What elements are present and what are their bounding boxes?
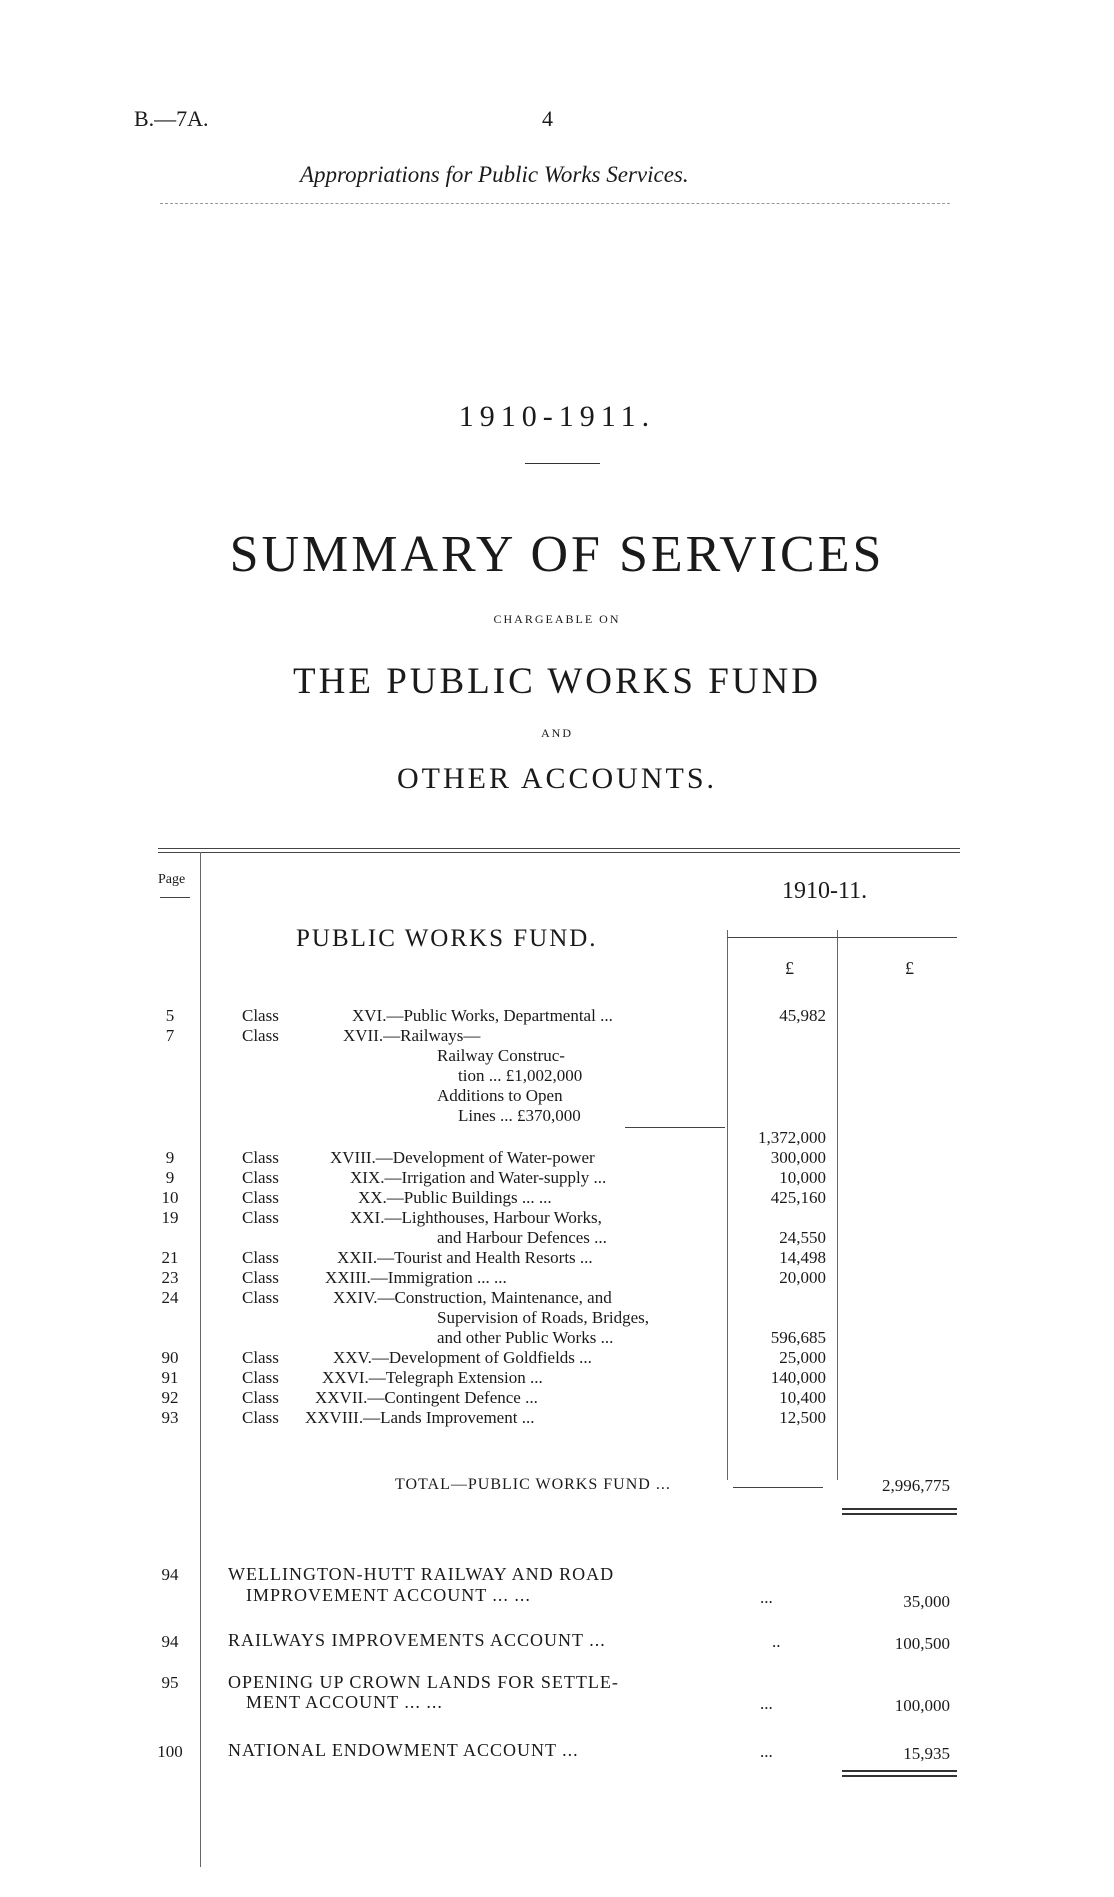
total-label: TOTAL—PUBLIC WORKS FUND ...: [395, 1476, 671, 1493]
running-title: Appropriations for Public Works Services.: [300, 162, 689, 187]
table-row: [0, 1228, 1114, 1248]
account-dots: ..: [772, 1632, 781, 1651]
table-row: [0, 1388, 1114, 1408]
account-page: 94: [161, 1565, 179, 1584]
row-page: 92: [161, 1388, 179, 1407]
account-dots: ...: [760, 1694, 773, 1713]
row-page: 19: [161, 1208, 179, 1227]
account-page: 94: [161, 1632, 179, 1651]
and-label: AND: [541, 726, 573, 740]
row-amount: 20,000: [779, 1268, 826, 1287]
row-class: Class: [242, 1006, 279, 1025]
row-page: 5: [165, 1006, 175, 1025]
account-dots: ...: [760, 1742, 773, 1761]
currency-header-1: £: [785, 958, 794, 978]
account-name: OPENING UP CROWN LANDS FOR SETTLE-: [228, 1672, 619, 1692]
table-row: [0, 1248, 1114, 1268]
row-description: Lines ... £370,000: [458, 1106, 581, 1125]
year-column-header: 1910-11.: [782, 878, 868, 904]
table-top-rule-2: [158, 852, 960, 853]
row-class: Class: [242, 1248, 279, 1267]
row-page: 90: [161, 1348, 179, 1367]
row-description: XXII.—Tourist and Health Resorts ...: [337, 1248, 593, 1267]
table-row: [0, 1046, 1114, 1066]
row-class: Class: [242, 1348, 279, 1367]
total-amount: 2,996,775: [882, 1476, 950, 1495]
table-row: [0, 1006, 1114, 1026]
table-row: [0, 1208, 1114, 1228]
account-name: NATIONAL ENDOWMENT ACCOUNT ...: [228, 1740, 579, 1760]
row-class: Class: [242, 1026, 279, 1045]
row-page: 10: [161, 1188, 179, 1207]
other-accounts-heading: OTHER ACCOUNTS.: [396, 762, 718, 795]
row-description: and other Public Works ...: [437, 1328, 614, 1347]
summary-heading: SUMMARY OF SERVICES: [229, 526, 885, 583]
row-page: 21: [161, 1248, 179, 1267]
row-description: XXVIII.—Lands Improvement ...: [305, 1408, 535, 1427]
accounts-double-rule-2: [842, 1775, 957, 1777]
document-reference: B.—7A.: [134, 106, 209, 131]
accounts-double-rule-1: [842, 1770, 957, 1772]
table-row: [0, 1288, 1114, 1308]
row-amount: 425,160: [770, 1188, 826, 1207]
table-row: [0, 1348, 1114, 1368]
row-page: 9: [165, 1148, 175, 1167]
row-description: XXI.—Lighthouses, Harbour Works,: [350, 1208, 602, 1227]
row-description: XIX.—Irrigation and Water-supply ...: [350, 1168, 607, 1187]
account-page: 95: [161, 1673, 179, 1692]
row-class: Class: [242, 1168, 279, 1187]
account-page: 100: [157, 1742, 183, 1761]
account-amount: 100,000: [894, 1696, 950, 1715]
table-row: [0, 1086, 1114, 1106]
table-row: [0, 1106, 1114, 1126]
row-description: Additions to Open: [437, 1086, 563, 1105]
row-class: Class: [242, 1408, 279, 1427]
table-top-rule: [158, 848, 960, 849]
year-heading: 1910-1911.: [458, 400, 656, 433]
total-dash-rule: [733, 1487, 823, 1488]
total-double-rule-1: [842, 1508, 957, 1510]
row-description: XXVII.—Contingent Defence ...: [315, 1388, 538, 1407]
page-column-header: Page: [158, 872, 186, 887]
row-description: XX.—Public Buildings ... ...: [358, 1188, 552, 1207]
amount-columns-top-rule: [727, 937, 957, 938]
row-class: Class: [242, 1188, 279, 1207]
row-description: XXVI.—Telegraph Extension ...: [322, 1368, 543, 1387]
table-row: [0, 1308, 1114, 1328]
account-name-continued: MENT ACCOUNT ... ...: [246, 1692, 443, 1712]
page-number: 4: [542, 106, 553, 131]
row-description: XVII.—Railways—: [343, 1026, 481, 1045]
table-row: [0, 1268, 1114, 1288]
row-page: 24: [161, 1288, 179, 1307]
chargeable-on-label: CHARGEABLE ON: [493, 612, 621, 626]
row-amount: 45,982: [779, 1006, 826, 1025]
row-amount: 596,685: [770, 1328, 826, 1347]
account-name: RAILWAYS IMPROVEMENTS ACCOUNT ...: [228, 1630, 606, 1650]
row-page: 7: [165, 1026, 175, 1045]
table-row: [0, 1026, 1114, 1046]
currency-header-2: £: [905, 958, 914, 978]
table-row: [0, 1128, 1114, 1148]
title-rule: [525, 463, 600, 464]
account-amount: 35,000: [903, 1592, 950, 1611]
table-row: [0, 1168, 1114, 1188]
row-description: XXIV.—Construction, Maintenance, and: [333, 1288, 612, 1307]
row-amount: 1,372,000: [758, 1128, 826, 1147]
row-amount: 25,000: [779, 1348, 826, 1367]
account-name-continued: IMPROVEMENT ACCOUNT ... ...: [246, 1585, 531, 1605]
row-page: 23: [161, 1268, 179, 1287]
row-amount: 300,000: [770, 1148, 826, 1167]
row-description: XVI.—Public Works, Departmental ...: [352, 1006, 613, 1025]
account-dots: ...: [760, 1588, 773, 1607]
account-name: WELLINGTON-HUTT RAILWAY AND ROAD: [228, 1564, 615, 1584]
row-amount: 12,500: [779, 1408, 826, 1427]
row-class: Class: [242, 1208, 279, 1227]
row-page: 91: [161, 1368, 179, 1387]
row-amount: 24,550: [779, 1228, 826, 1247]
table-row: [0, 1368, 1114, 1388]
account-amount: 15,935: [903, 1744, 950, 1763]
page-header-underline: [160, 897, 190, 898]
row-class: Class: [242, 1268, 279, 1287]
row-amount: 14,498: [779, 1248, 826, 1267]
row-class: Class: [242, 1388, 279, 1407]
section-title: PUBLIC WORKS FUND.: [296, 925, 598, 952]
row-description: XVIII.—Development of Water-power: [330, 1148, 595, 1167]
table-row: [0, 1408, 1114, 1428]
row-class: Class: [242, 1288, 279, 1307]
row-class: Class: [242, 1368, 279, 1387]
total-double-rule-2: [842, 1513, 957, 1515]
row-description: and Harbour Defences ...: [437, 1228, 607, 1247]
table-row: [0, 1148, 1114, 1168]
row-page: 9: [165, 1168, 175, 1187]
row-description: tion ... £1,002,000: [458, 1066, 583, 1085]
table-row: [0, 1328, 1114, 1348]
row-description: Railway Construc-: [437, 1046, 565, 1065]
row-page: 93: [161, 1408, 179, 1427]
row-amount: 10,400: [779, 1388, 826, 1407]
row-description: XXV.—Development of Goldfields ...: [333, 1348, 592, 1367]
row-amount: 10,000: [779, 1168, 826, 1187]
table-row: [0, 1066, 1114, 1086]
row-description: XXIII.—Immigration ... ...: [325, 1268, 507, 1287]
row-class: Class: [242, 1148, 279, 1167]
account-amount: 100,500: [894, 1634, 950, 1653]
header-divider: [160, 203, 950, 204]
table-row: [0, 1188, 1114, 1208]
fund-heading: THE PUBLIC WORKS FUND: [293, 661, 821, 702]
row-amount: 140,000: [770, 1368, 826, 1387]
row-description: Supervision of Roads, Bridges,: [437, 1308, 650, 1327]
